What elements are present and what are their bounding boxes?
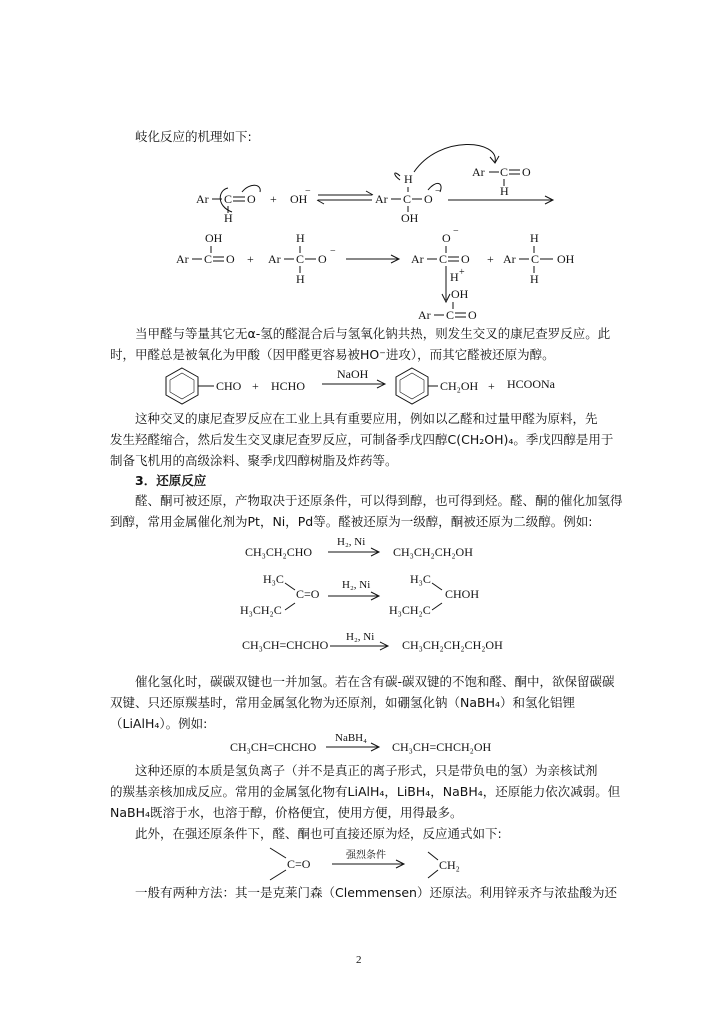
strong-reduction-equation <box>0 842 724 886</box>
para-mechanism-hydride-2: 的羰基亲核加成反应。常用的金属氢化物有LiAlH₄，LiBH₄，NaBH₄，还原能力依次减弱。但 <box>110 784 621 799</box>
red1-product: CH₃CH₂CH₂OH <box>393 545 473 559</box>
red2-product-c: CHOH <box>445 587 480 601</box>
para-industrial-3: 制备飞机用的高级涂料、聚季戊四醇树脂及炸药等。 <box>110 453 398 468</box>
cross-reactant2: HCHO <box>271 379 306 393</box>
mech-ar-1: Ar <box>196 192 209 206</box>
mech-c-2: C <box>403 192 412 206</box>
red2-reactant-bottom: H₃CH₂C <box>240 603 282 617</box>
mech-minus-5: − <box>330 246 336 257</box>
red4-reactant: CH₃CH=CHCHO <box>230 740 317 754</box>
red2-product-bottom: H₃CH₂C <box>389 603 431 617</box>
red5-product: CH₂ <box>439 858 460 872</box>
mech-h-5: H <box>296 231 305 245</box>
red2-reagent: H₂, Ni <box>342 579 371 591</box>
para-hydride-1: 催化氢化时，碳碳双键也一并加氢。若在含有碳-碳双键的不饱和醛、酮中，欲保留碳碳 <box>135 674 615 689</box>
mech-ar-2: Ar <box>375 192 388 206</box>
cross-plus2: + <box>488 379 495 393</box>
red5-reagent: 强烈条件 <box>346 850 386 861</box>
mechanism-intro: 岐化反应的机理如下: <box>135 129 252 144</box>
para-mechanism-hydride-1: 这种还原的本质是氢负离子（并不是真正的离子形式，只是带负电的氢）为亲核试剂 <box>135 763 598 778</box>
para-strong-reduction: 此外，在强还原条件下，醛、酮也可直接还原为烃，反应通式如下: <box>135 826 502 841</box>
cross-reactant1: CHO <box>216 379 242 393</box>
para-cross-cannizzaro-1: 当甲醛与等量其它无α-氢的醛混合后与氢氧化钠共热，则发生交叉的康尼查罗反应。此 <box>135 326 611 341</box>
para-industrial-2: 发生羟醛缩合，然后发生交叉康尼查罗反应，可制备季戊四醇C(CH₂OH)₄。季戊四醇是用于 <box>110 432 614 447</box>
mech-c-8: C <box>446 308 455 322</box>
mech-oh-2: OH <box>401 211 419 225</box>
reduction-equations <box>0 530 724 660</box>
mech-plus-3: + <box>487 252 494 266</box>
para-industrial-1: 这种交叉的康尼查罗反应在工业上具有重要应用，例如以乙醛和过量甲醛为原料，先 <box>135 411 598 426</box>
mech-o-4: O <box>226 252 235 266</box>
para-reduction-1: 醛、酮可被还原，产物取决于还原条件，可以得到醇，也可得到烃。醛、酮的催化加氢得 <box>135 493 623 508</box>
red2-product-top: H₃C <box>410 572 431 586</box>
mech-oh-4: OH <box>205 231 223 245</box>
para-mechanism-hydride-3: NaBH₄既溶于水，也溶于醇，价格便宜，使用方便，用得最多。 <box>110 805 463 820</box>
red1-reagent: H₂, Ni <box>337 536 366 548</box>
mech-h-6: H <box>296 272 305 286</box>
mech-oh-7: OH <box>557 252 575 266</box>
mech-h-2: H <box>404 172 413 186</box>
mech-h-plus: H <box>450 270 459 284</box>
mech-h-7: H <box>530 231 539 245</box>
para-cross-cannizzaro-2: 时，甲醛总是被氧化为甲酸（因甲醛更容易被HO⁻进攻），而其它醛被还原为醇。 <box>110 347 555 362</box>
mech-ar-3: Ar <box>472 165 485 179</box>
red1-reactant: CH₃CH₂CHO <box>245 545 313 559</box>
red2-reactant-top: H₃C <box>263 572 284 586</box>
mech-c-6: C <box>439 252 448 266</box>
mech-oh-minus: OH <box>290 192 308 206</box>
mech-c-5: C <box>296 252 305 266</box>
mech-h-3: H <box>500 184 509 198</box>
nabh4-equation <box>0 730 724 760</box>
mech-minus-2: − <box>435 186 441 197</box>
mech-c-3: C <box>500 165 509 179</box>
mech-o-minus-2: O <box>424 192 433 206</box>
red5-reactant: C=O <box>287 857 311 871</box>
mech-c-4: C <box>204 252 213 266</box>
cross-cannizzaro-equation <box>0 364 724 408</box>
mech-ar-8: Ar <box>418 308 431 322</box>
mech-ar-6: Ar <box>411 252 424 266</box>
mech-o-3: O <box>522 165 531 179</box>
mech-c-7: C <box>531 252 540 266</box>
section-heading-reduction: 3．还原反应 <box>135 473 207 488</box>
mech-minus-1: − <box>305 186 311 197</box>
mech-ar-5: Ar <box>268 252 281 266</box>
cross-plus1: + <box>252 379 259 393</box>
mech-ar-7: Ar <box>503 252 516 266</box>
red4-reagent: NaBH₄ <box>335 732 367 744</box>
mech-o-6: O <box>442 231 451 245</box>
para-reduction-2: 到醇，常用金属催化剂为Pt，Ni，Pd等。醛被还原为一级醇，酮被还原为二级醇。例如: <box>110 514 593 529</box>
cross-reagent: NaOH <box>337 367 369 381</box>
para-clemmensen: 一般有两种方法：其一是克莱门森（Clemmensen）还原法。利用锌汞齐与浓盐酸为还 <box>135 885 617 900</box>
mech-plus-1: + <box>270 192 277 206</box>
mech-plus-2: + <box>247 252 254 266</box>
page-number: 2 <box>356 954 362 966</box>
red3-reactant: CH₃CH=CHCHO <box>242 638 329 652</box>
mech-ar-4: Ar <box>176 252 189 266</box>
mech-o-7: O <box>461 252 470 266</box>
para-hydride-2: 双键、只还原羰基时，常用金属氢化物为还原剂，如硼氢化钠（NaBH₄）和氢化铝锂 <box>110 695 575 710</box>
red3-product: CH₃CH₂CH₂CH₂OH <box>402 638 503 652</box>
mech-oh-8: OH <box>451 287 469 301</box>
mech-minus-6: − <box>453 226 459 237</box>
mech-h-8: H <box>530 272 539 286</box>
mech-c-1: C <box>224 192 233 206</box>
mech-h-1: H <box>224 211 233 225</box>
mech-o-1: O <box>247 192 256 206</box>
mech-o-8: O <box>468 308 477 322</box>
mech-plus-sup: + <box>459 267 465 278</box>
red3-reagent: H₂, Ni <box>346 631 375 643</box>
red4-product: CH₃CH=CHCH₂OH <box>392 740 492 754</box>
cross-product2: HCOONa <box>507 377 555 391</box>
red2-reactant-co: C=O <box>296 587 320 601</box>
cross-product1: CH₂OH <box>440 379 479 393</box>
para-hydride-3: （LiAlH₄）。例如: <box>110 716 208 731</box>
mech-o-5: O <box>318 252 327 266</box>
